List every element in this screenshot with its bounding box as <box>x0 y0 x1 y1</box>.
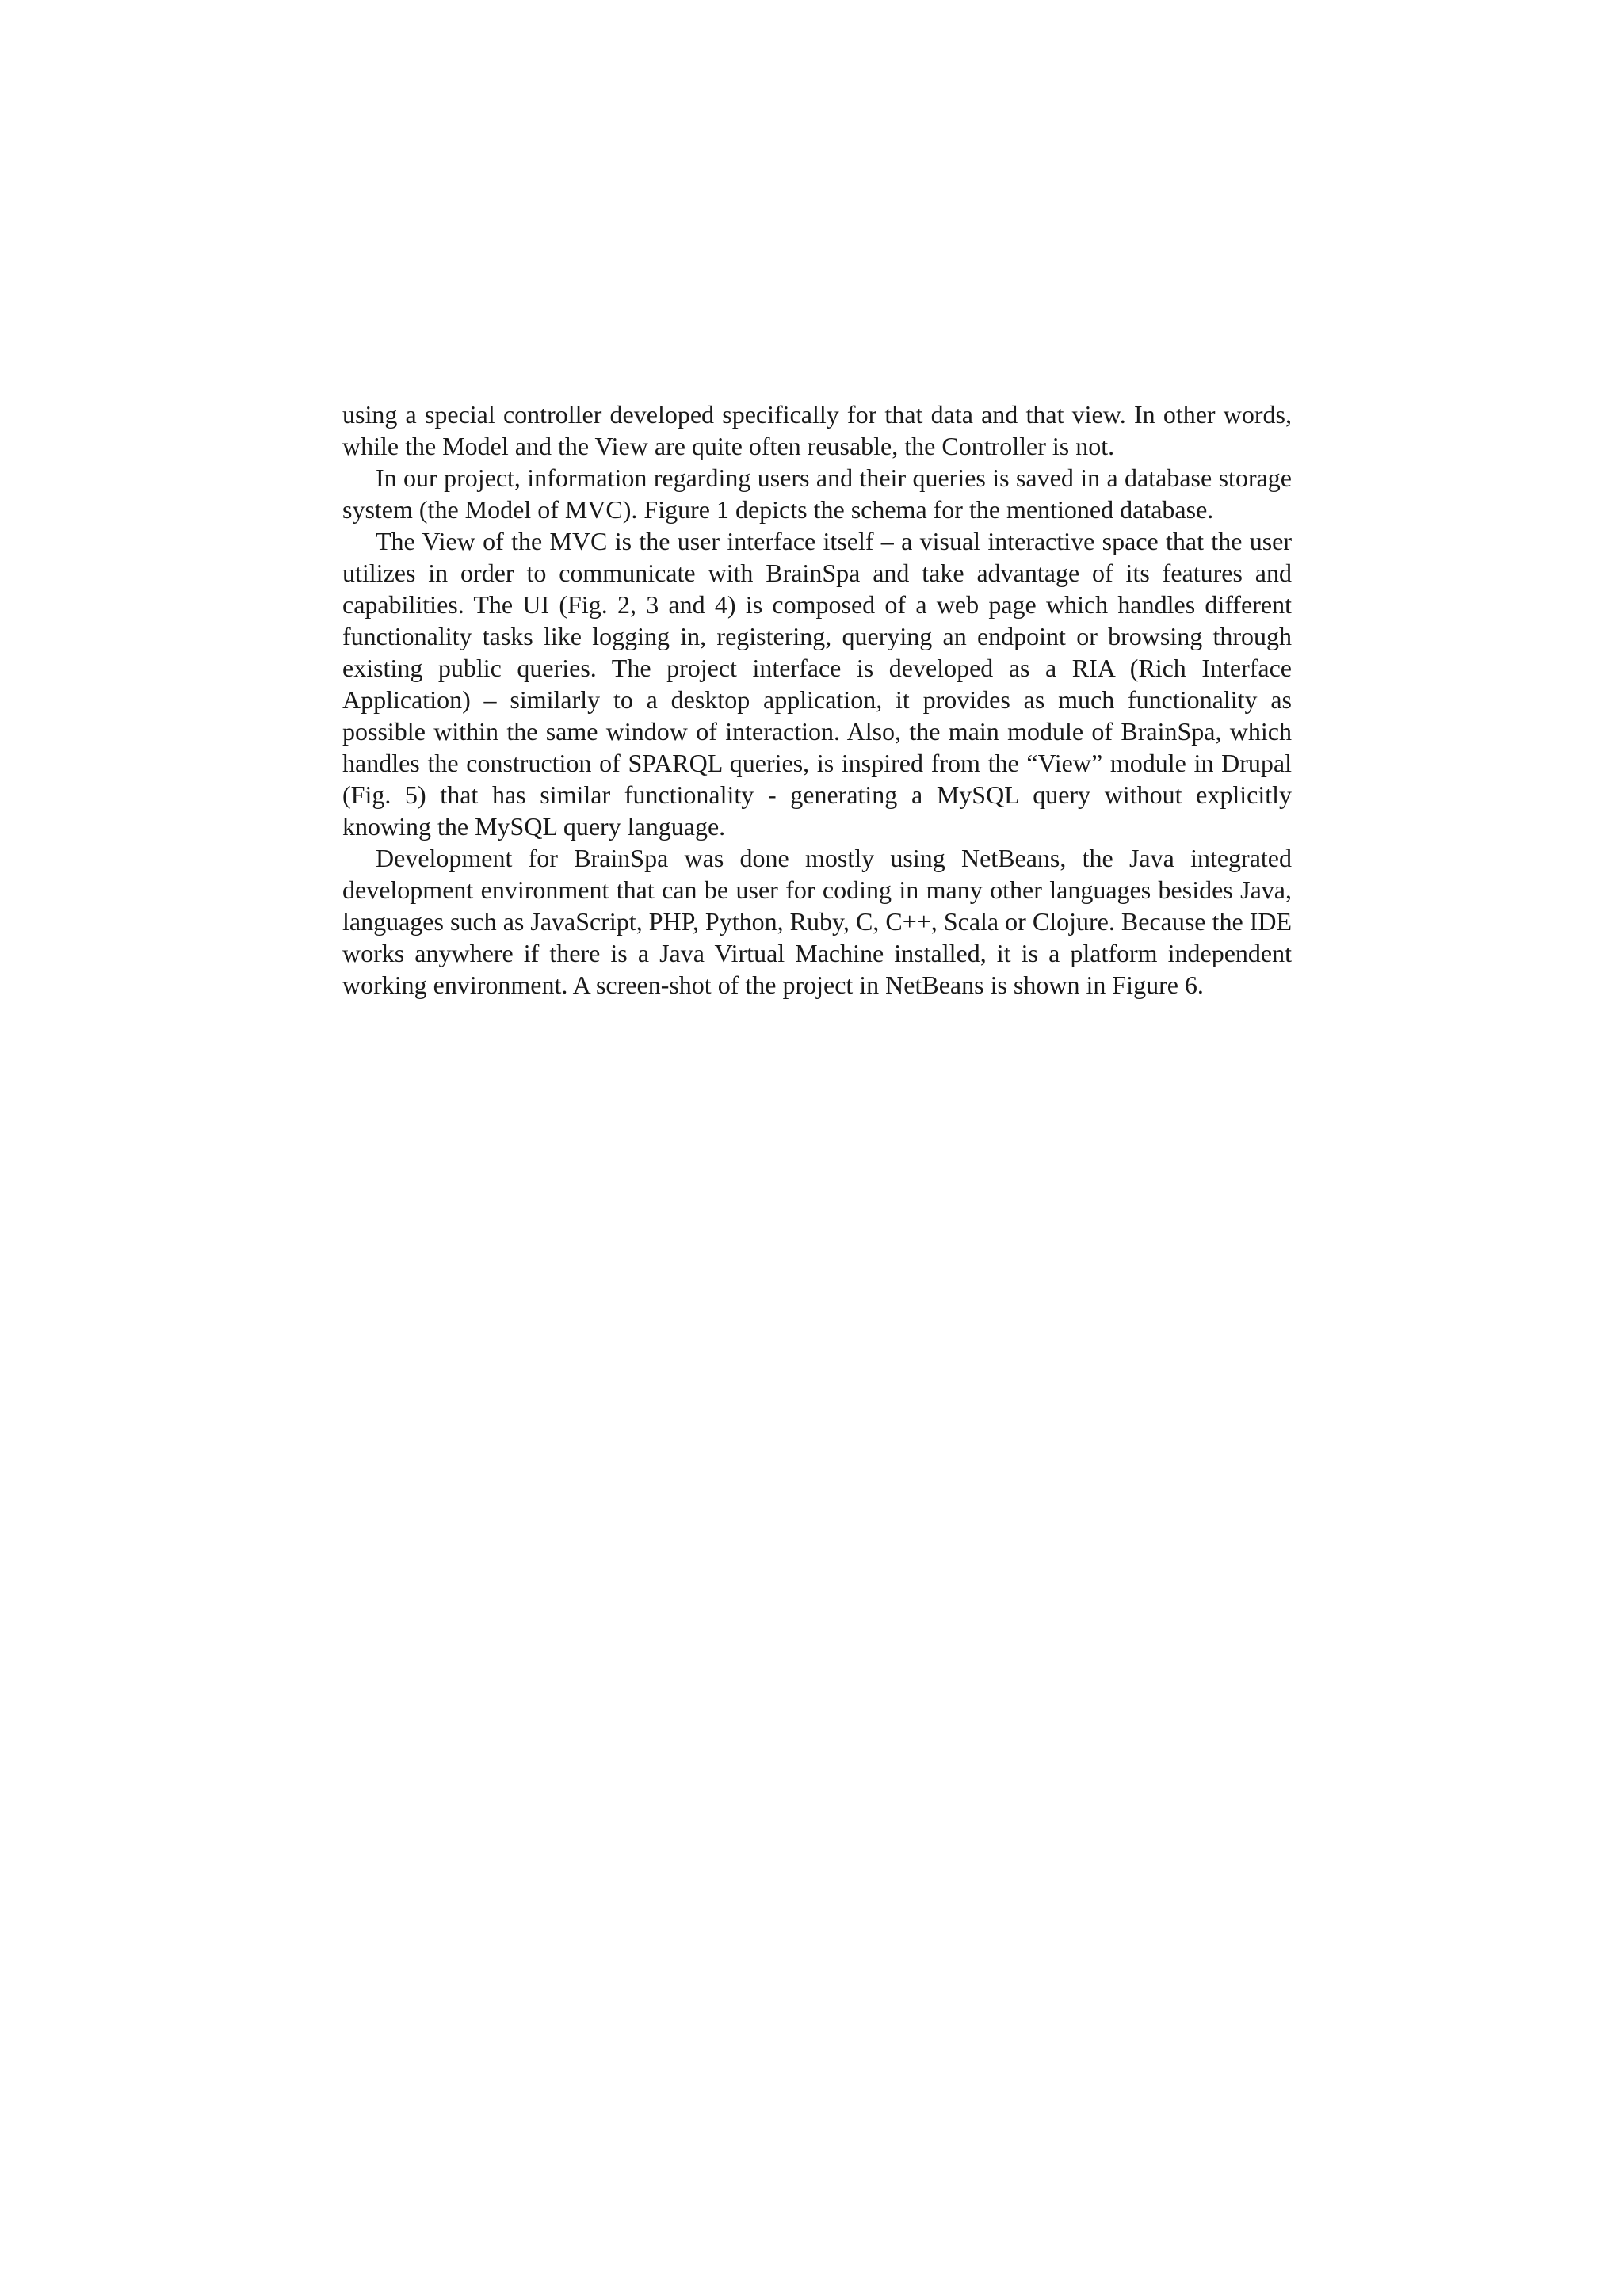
paragraph-continuation: using a special controller developed specifically for that data and that view. In other words, while the Model and the View are quite often reusable, the Controller is not. <box>342 400 1292 460</box>
paragraph-view: The View of the MVC is the user interface itself – a visual interactive space that the user utilizes in order to communicate with BrainSpa and take advantage of its features and capabilities. The UI (Fig. 2, 3 and 4) is composed of a web page which handles different functionality tasks like logging in, registering, querying an endpoint or browsing through existing public queries. The project interface is developed as a RIA (Rich Interface Application) – similarly to a desktop application, it provides as much functionality as possible within the same window of interaction. Also, the main module of BrainSpa, which handles the construction of SPARQL queries, is inspired from the “View” module in Drupal (Fig. 5) that has similar functionality - generating a MySQL query without explicitly knowing the MySQL query language. <box>342 527 1292 841</box>
paragraph-development: Development for BrainSpa was done mostly using NetBeans, the Java integrated development environment that can be user for coding in many other languages besides Java, languages such as JavaScript, PHP, Python, Ruby, C, C++, Scala or Clojure. Because the IDE works anywhere if there is a Java Virtual Machine installed, it is a platform independent working environment. A screen-shot of the project in NetBeans is shown in Figure 6. <box>342 844 1292 999</box>
paragraph-model: In our project, information regarding users and their queries is saved in a database storage system (the Model of MVC). Figure 1 depicts the schema for the mentioned database. <box>342 463 1292 524</box>
body-text <box>342 399 1292 1001</box>
